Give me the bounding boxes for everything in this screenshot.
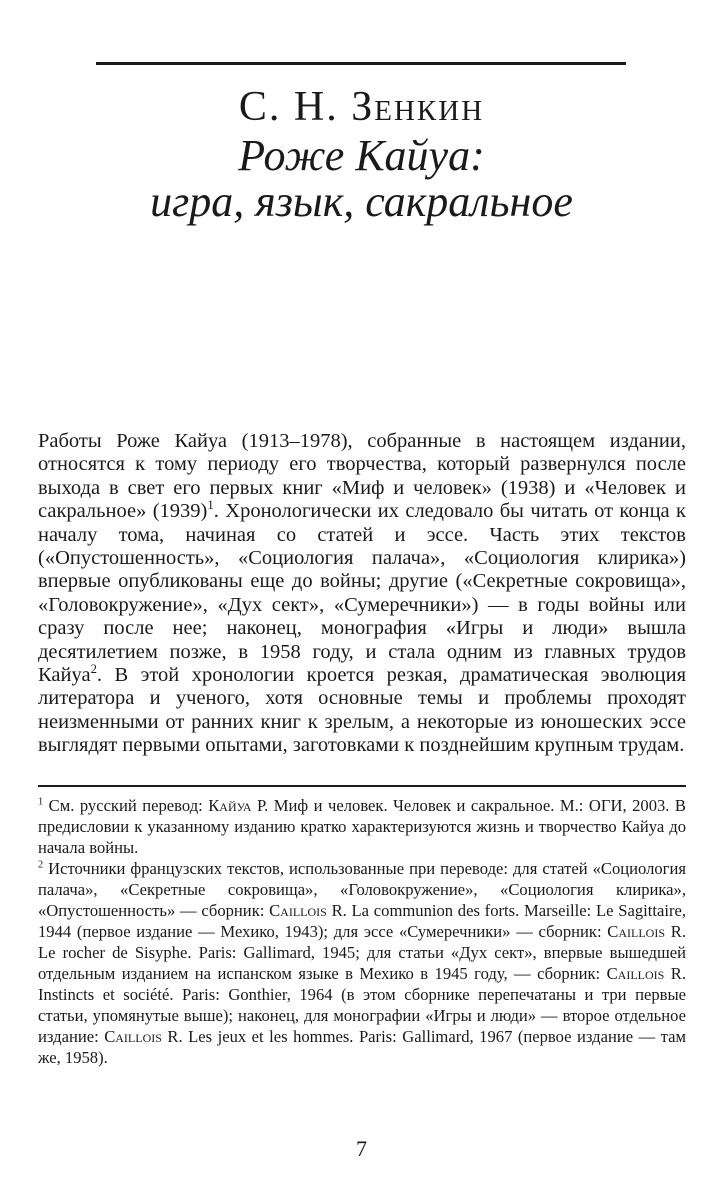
header-rule xyxy=(96,62,626,65)
footnote-2-text-d: R. Instincts et société. Paris: Gonthier, 1964 (в этом сборнике перепечатаны и три первые статьи, упомянутые выше); наконец, для монографии «Игры и люди» — второе отдельное издание: xyxy=(38,964,686,1046)
title-line-1: Роже Кайуа: xyxy=(238,131,485,180)
footnote-2-author-3: Caillois xyxy=(606,964,665,983)
body-text-part-2: . Хронологически их следовало бы читать от конца к началу тома, начиная со статей и эссе. Часть этих текстов («Опустошенность», «Социология палача», «Социология клирика») впервые опубликованы еще до войны; другие («Секретные сокровища», «Головокружение», «Дух сект», «Сумеречники») — в годы войны или сразу после нее; наконец, монография «Игры и люди» вышла десятилетием позже, в 1958 году, и стала одним из главных трудов Кайуа xyxy=(38,500,686,687)
body-text-part-3: . В этой хронологии кроется резкая, драматическая эволюция литератора и ученого, хотя основные темы и проблемы проходят неизменными от ранних книг к зрелым, а некоторые из юношеских эссе выглядят первыми опытами, заготовками к позднейшим крупным трудам. xyxy=(38,664,686,757)
footnote-1-text-b: Р. Миф и человек. Человек и сакральное. М.: ОГИ, 2003. В предисловии к указанному изданию кратко характеризуются жизнь и творчество Кайуа до начала войны. xyxy=(38,796,686,857)
footnote-2-text-c: R. Le rocher de Sisyphe. Paris: Gallimard, 1945; для статьи «Дух сект», впервые вышедшей отдельным изданием на испанском языке в Мехико в 1945 году, — сборник: xyxy=(38,922,686,983)
footnote-mark-1: 1 xyxy=(38,796,44,808)
footnote-1-text-a: См. русский перевод: xyxy=(43,796,209,815)
footnote-ref-2: 2 xyxy=(90,662,97,677)
footnote-2-author-4: Caillois xyxy=(104,1027,162,1046)
footnote-2-author-2: Caillois xyxy=(607,922,666,941)
footnote-2-text-e: R. Les jeux et les hommes. Paris: Gallimard, 1967 (первое издание — там же, 1958). xyxy=(38,1027,686,1067)
footnote-rule xyxy=(38,785,686,787)
footnote-mark-2: 2 xyxy=(38,859,44,871)
author-name: С. Н. Зенкин xyxy=(238,84,485,130)
body-text-part-1: Работы Роже Кайуа (1913–1978), собранные в настоящем издании, относятся к тому периоду его творчества, который развернулся после выхода в свет его первых книг «Миф и человек» (1938) и «Человек и сакральное» (1939) xyxy=(38,430,686,523)
footnote-ref-1: 1 xyxy=(207,498,214,513)
body-paragraph xyxy=(38,430,686,758)
footnote-2-text-b: R. La communion des forts. Marseille: Le Sagittaire, 1944 (первое издание — Мехико, 1943); для эссе «Сумеречники» — сборник: xyxy=(38,901,686,941)
footnote-2-text-a: Источники французских текстов, использованные при переводе: для статей «Социология палача», «Секретные сокровища», «Головокружение», «Социология клирика», «Опустошенность» — сборник: xyxy=(38,859,686,920)
title-line-2: игра, язык, сакральное xyxy=(150,177,573,226)
footnotes xyxy=(38,795,686,1068)
footnote-1-author: Кайуа xyxy=(208,796,252,815)
footnote-1 xyxy=(38,795,686,858)
footnote-2-author-1: Caillois xyxy=(269,901,327,920)
page-number: 7 xyxy=(356,1136,367,1161)
footnote-2 xyxy=(38,858,686,1068)
